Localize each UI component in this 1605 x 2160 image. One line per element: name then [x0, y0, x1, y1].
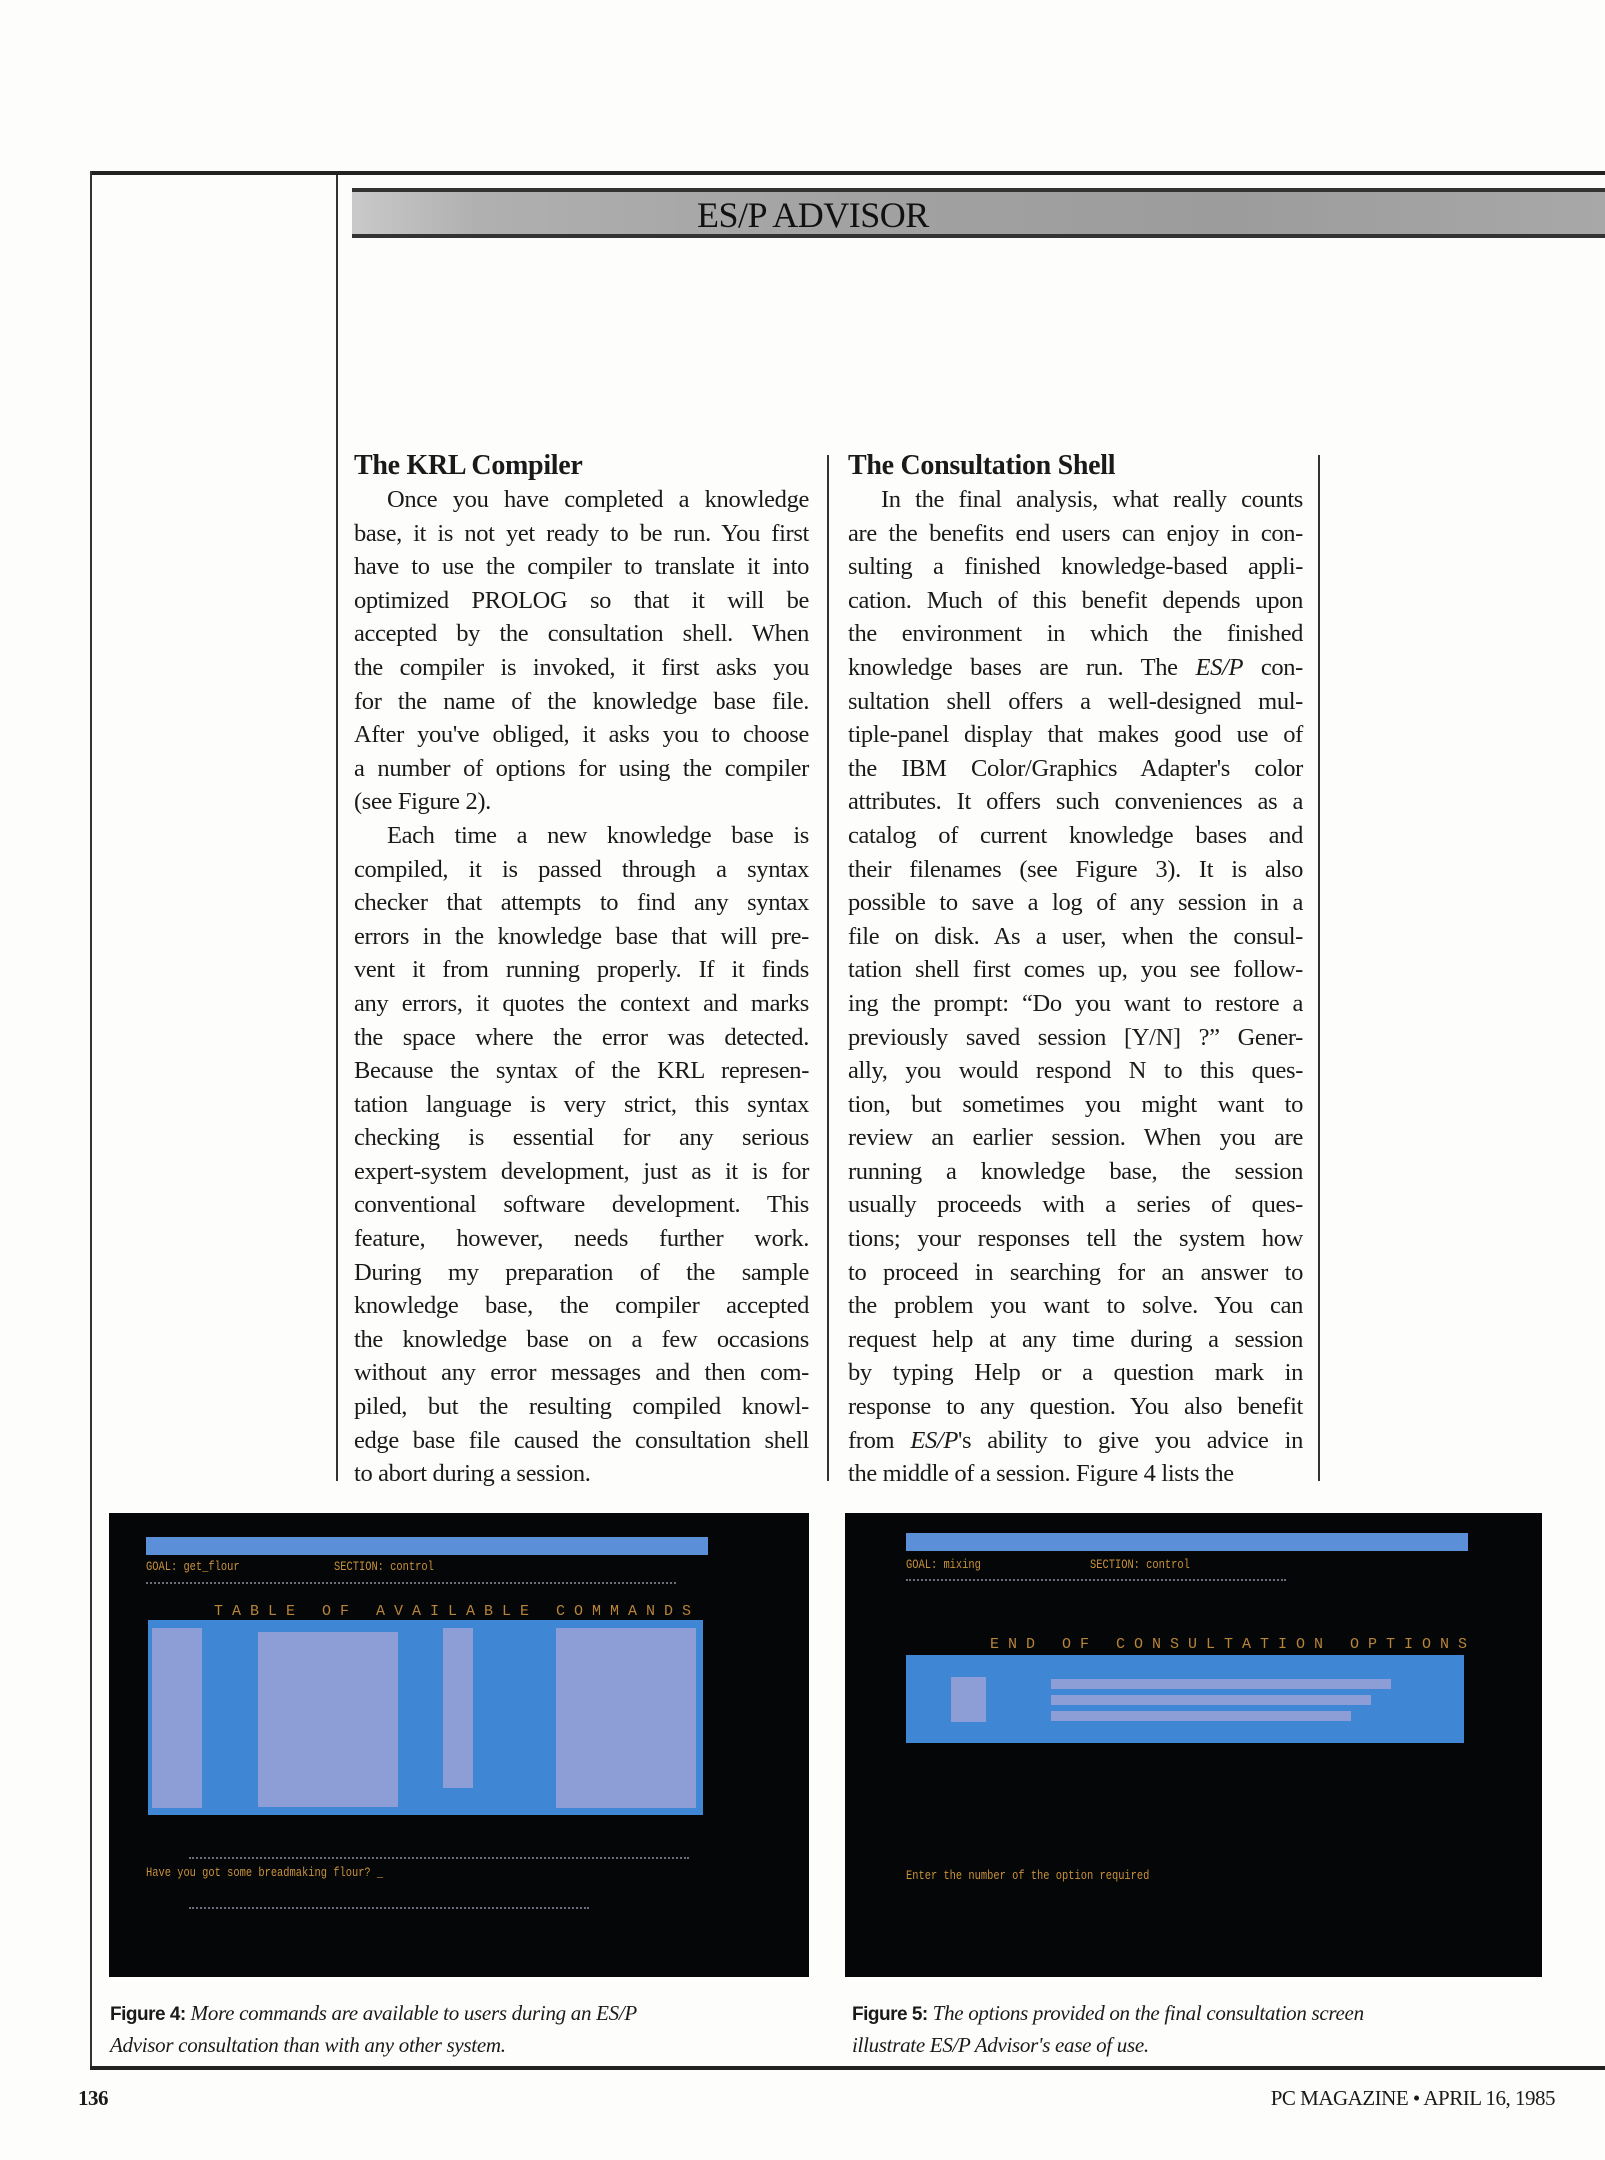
text-line: review an earlier session. When you are — [848, 1124, 1303, 1152]
table-text-block — [152, 1628, 202, 1808]
top-rule — [90, 171, 1605, 175]
text-line: base, it is not yet ready to be run. You first — [354, 519, 809, 547]
text-line: from ES/P's ability to give you advice in — [848, 1426, 1304, 1454]
text-line: feature, however, needs further work. — [354, 1225, 809, 1253]
caption-text: The options provided on the final consultation screen — [927, 2001, 1364, 2025]
text-line: a number of options for using the compiler — [354, 754, 809, 782]
option-text — [1051, 1695, 1371, 1705]
text-line: conventional software development. This — [354, 1191, 809, 1219]
screen-divider — [906, 1579, 1286, 1581]
text-line: the compiler is invoked, it first asks you — [354, 653, 809, 681]
text-line: usually proceeds with a series of ques- — [848, 1191, 1303, 1219]
text-line: running a knowledge base, the session — [848, 1157, 1303, 1185]
text-line: their filenames (see Figure 3). It is also — [848, 855, 1303, 883]
screen-divider — [189, 1907, 589, 1909]
text-line: cation. Much of this benefit depends upon — [848, 586, 1303, 614]
text-line: response to any question. You also benefit — [848, 1393, 1303, 1421]
text-line: Once you have completed a knowledge — [387, 486, 809, 513]
screen-divider — [146, 1582, 676, 1584]
figure5-label: Figure 5: — [852, 2004, 928, 2025]
figure4-screenshot — [109, 1513, 809, 1977]
figure4-label: Figure 4: — [110, 2004, 186, 2025]
text-line: sultation shell offers a well-designed mul- — [848, 687, 1303, 715]
options-box — [906, 1655, 1464, 1743]
section-header — [352, 188, 1605, 238]
text-line: any errors, it quotes the context and marks — [354, 989, 809, 1017]
text-line: the space where the error was detected. — [354, 1023, 809, 1051]
left-body — [354, 483, 809, 1491]
bottom-rule — [90, 2066, 1605, 2070]
right-column-rule — [1318, 455, 1320, 1481]
text-line: tation shell first comes up, you see follow- — [848, 956, 1303, 984]
text-line: Because the syntax of the KRL represen- — [354, 1057, 809, 1085]
text-line: checking is essential for any serious — [354, 1124, 809, 1152]
publication-info: PC MAGAZINE • APRIL 16, 1985 — [1270, 2086, 1555, 2110]
text-line: In the final analysis, what really counts — [881, 486, 1303, 513]
text-line: the IBM Color/Graphics Adapter's color — [848, 754, 1303, 782]
right-column — [848, 449, 1303, 1491]
text-line: the knowledge base on a few occasions — [354, 1325, 809, 1353]
text-line: ally, you would respond N to this ques- — [848, 1057, 1303, 1085]
text-line: Each time a new knowledge base is — [387, 821, 809, 849]
caption-text: Advisor consultation than with any other system. — [110, 2033, 506, 2057]
screen-divider — [189, 1857, 689, 1859]
text-line: the environment in which the finished — [848, 620, 1303, 648]
text-line: edge base file caused the consultation shell — [354, 1426, 809, 1454]
column-divider — [827, 455, 829, 1481]
text-line: without any error messages and then com- — [354, 1359, 809, 1387]
text-line: compiled, it is passed through a syntax — [354, 855, 809, 883]
screen-heading: TABLE OF AVAILABLE COMMANDS — [214, 1603, 701, 1620]
text-line: knowledge base, the compiler accepted — [354, 1292, 809, 1320]
screen-prompt: Have you got some breadmaking flour? _ — [146, 1865, 384, 1880]
option-text — [1051, 1711, 1351, 1721]
text-line: the middle of a session. Figure 4 lists the — [848, 1460, 1234, 1488]
text-line: tions; your responses tell the system how — [848, 1225, 1303, 1253]
text-line: the problem you want to solve. You can — [848, 1292, 1303, 1320]
text-line: tion, but sometimes you might want to — [848, 1090, 1303, 1118]
text-line: knowledge bases are run. The ES/P con- — [848, 653, 1303, 681]
screen-goal: GOAL: get_flour — [146, 1559, 240, 1574]
caption-text: illustrate ES/P Advisor's ease of use. — [852, 2033, 1149, 2057]
text-line: request help at any time during a session — [848, 1325, 1303, 1353]
screen-section: SECTION: control — [334, 1559, 434, 1574]
figure4-caption — [110, 1998, 637, 2061]
text-line: checker that attempts to find any syntax — [354, 889, 809, 917]
text-line: During my preparation of the sample — [354, 1258, 809, 1286]
text-line: previously saved session [Y/N] ?” Gener- — [848, 1023, 1303, 1051]
text-line: have to use the compiler to translate it into — [354, 553, 809, 581]
text-line: vent it from running properly. If it finds — [354, 956, 809, 984]
text-line: ing the prompt: “Do you want to restore a — [848, 989, 1303, 1017]
text-line: (see Figure 2). — [354, 788, 491, 816]
screen-goal: GOAL: mixing — [906, 1557, 981, 1572]
text-line: tation language is very strict, this syntax — [354, 1090, 809, 1118]
figure5-screenshot — [845, 1513, 1542, 1977]
text-line: possible to save a log of any session in a — [848, 889, 1303, 917]
page-number: 136 — [78, 2086, 108, 2110]
screen-prompt: Enter the number of the option required — [906, 1868, 1150, 1883]
section-title: ES/P ADVISOR — [697, 195, 929, 235]
text-line: to proceed in searching for an answer to — [848, 1258, 1303, 1286]
text-line: accepted by the consultation shell. When — [354, 620, 809, 648]
text-line: to abort during a session. — [354, 1460, 591, 1488]
text-line: attributes. It offers such conveniences as a — [848, 788, 1303, 816]
option-text — [1051, 1679, 1391, 1689]
heading-krl-compiler: The KRL Compiler — [354, 450, 583, 481]
text-line: catalog of current knowledge bases and — [848, 821, 1303, 849]
heading-consultation-shell: The Consultation Shell — [848, 450, 1116, 481]
screen-heading: END OF CONSULTATION OPTIONS — [990, 1636, 1477, 1653]
caption-text: More commands are available to users during an ES/P — [185, 2001, 637, 2025]
right-body — [848, 483, 1303, 1491]
option-numbers — [951, 1677, 986, 1722]
text-line: for the name of the knowledge base file. — [354, 687, 809, 715]
sidebar-rule — [336, 175, 338, 1481]
text-line: piled, but the resulting compiled knowl- — [354, 1393, 809, 1421]
text-line: expert-system development, just as it is for — [354, 1157, 809, 1185]
table-text-block — [556, 1628, 696, 1808]
commands-table — [148, 1620, 703, 1815]
table-text-block — [443, 1628, 473, 1788]
text-line: sulting a finished knowledge-based appli- — [848, 553, 1303, 581]
figure5-caption — [852, 1998, 1364, 2061]
text-line: errors in the knowledge base that will pre- — [354, 922, 809, 950]
text-line: file on disk. As a user, when the consul- — [848, 922, 1303, 950]
text-line: tiple-panel display that makes good use of — [848, 721, 1303, 749]
table-text-block — [258, 1632, 398, 1807]
text-line: After you've obliged, it asks you to choose — [354, 721, 809, 749]
left-frame-rule — [90, 171, 92, 2069]
text-line: optimized PROLOG so that it will be — [354, 586, 809, 614]
text-line: by typing Help or a question mark in — [848, 1359, 1303, 1387]
left-column — [354, 449, 809, 1491]
screen-title-bar — [906, 1533, 1468, 1551]
text-line: are the benefits end users can enjoy in con- — [848, 519, 1303, 547]
screen-section: SECTION: control — [1090, 1557, 1190, 1572]
screen-title-bar — [146, 1537, 708, 1555]
